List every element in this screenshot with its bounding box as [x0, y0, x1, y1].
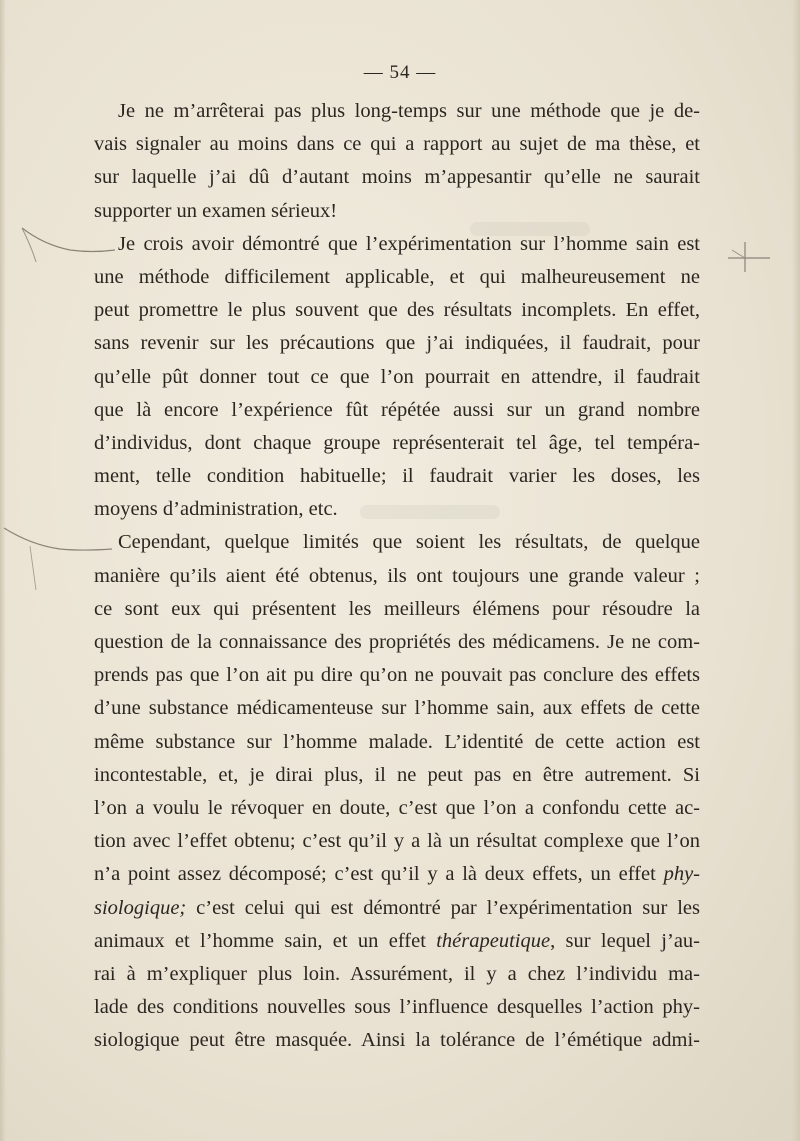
- body-text: [94, 95, 700, 1057]
- text-line: supporter un examen sérieux!: [94, 199, 338, 222]
- text-line: d’une substance médicamenteuse sur l’homme sain, aux effets de cette: [94, 697, 700, 720]
- text-line: Cependant, quelque limités que soient les résultats, de quelque: [118, 531, 700, 554]
- text-line: sur laquelle j’ai dû d’autant moins m’appesantir qu’elle ne saurait: [94, 166, 700, 189]
- text-line: rai à m’expliquer plus loin. Assurément, il y a chez l’individu ma-: [94, 962, 700, 985]
- text-segment: animaux et l’homme sain, et un effet: [94, 929, 437, 952]
- text-line: d’individus, dont chaque groupe représenterait tel âge, tel tempéra-: [94, 431, 700, 454]
- text-line: incontestable, et, je dirai plus, il ne peut pas en être autrement. Si: [94, 763, 700, 786]
- text-line: vais signaler au moins dans ce qui a rapport au sujet de ma thèse, et: [94, 133, 700, 156]
- text-line: question de la connaissance des propriétés des médicamens. Je ne com-: [94, 631, 700, 653]
- text-line: lade des conditions nouvelles sous l’influence desquelles l’action phy-: [94, 996, 700, 1019]
- text-line: Je ne m’arrêterai pas plus long-temps sur une méthode que je de-: [118, 100, 700, 122]
- text-line: ment, telle condition habituelle; il faudrait varier les doses, les: [94, 465, 700, 488]
- italic-term: thérapeutique: [436, 929, 551, 952]
- text-line: siologique peut être masquée. Ainsi la tolérance de l’émétique admi-: [94, 1029, 700, 1052]
- text-line: [94, 892, 700, 925]
- text-line: que là encore l’expérience fût répétée aussi sur un grand nombre: [94, 398, 700, 421]
- text-segment: , sur lequel j’au-: [550, 929, 701, 952]
- text-line: peut promettre le plus souvent que des résultats incomplets. En effet,: [94, 299, 700, 322]
- page-number: — 54 —: [363, 62, 437, 83]
- text-line: même substance sur l’homme malade. L’identité de cette action est: [94, 730, 700, 753]
- text-line: Je crois avoir démontré que l’expérimentation sur l’homme sain est: [118, 232, 700, 255]
- text-line: manière qu’ils aient été obtenus, ils ont toujours une grande valeur ;: [94, 564, 700, 587]
- text-segment: c’est celui qui est démontré par l’expérimentation sur les: [186, 896, 700, 919]
- italic-term: phy-: [663, 863, 700, 886]
- text-line: [94, 925, 700, 958]
- italic-term: siologique;: [94, 896, 187, 919]
- text-line: qu’elle pût donner tout ce que l’on pourrait en attendre, il faudrait: [94, 365, 700, 388]
- text-line: sans revenir sur les précautions que j’ai indiquées, il faudrait, pour: [94, 332, 700, 355]
- text-segment: n’a point assez décomposé; c’est qu’il y a là deux effets, un effet: [94, 863, 664, 886]
- text-line: l’on a voulu le révoquer en doute, c’est que l’on a confondu cette ac-: [94, 796, 700, 819]
- text-line: [94, 858, 700, 891]
- text-line: moyens d’administration, etc.: [94, 498, 338, 521]
- text-line: une méthode difficilement applicable, et qui malheureusement ne: [94, 265, 700, 288]
- page-edge-right: [792, 0, 800, 1141]
- text-line: tion avec l’effet obtenu; c’est qu’il y a là un résultat complexe que l’on: [94, 830, 700, 853]
- text-line: prends pas que l’on ait pu dire qu’on ne pouvait pas conclure des effets: [94, 664, 700, 687]
- text-line: ce sont eux qui présentent les meilleurs élémens pour résoudre la: [94, 597, 700, 620]
- page-edge-left: [0, 0, 6, 1141]
- pencil-plus-mark: [728, 242, 770, 272]
